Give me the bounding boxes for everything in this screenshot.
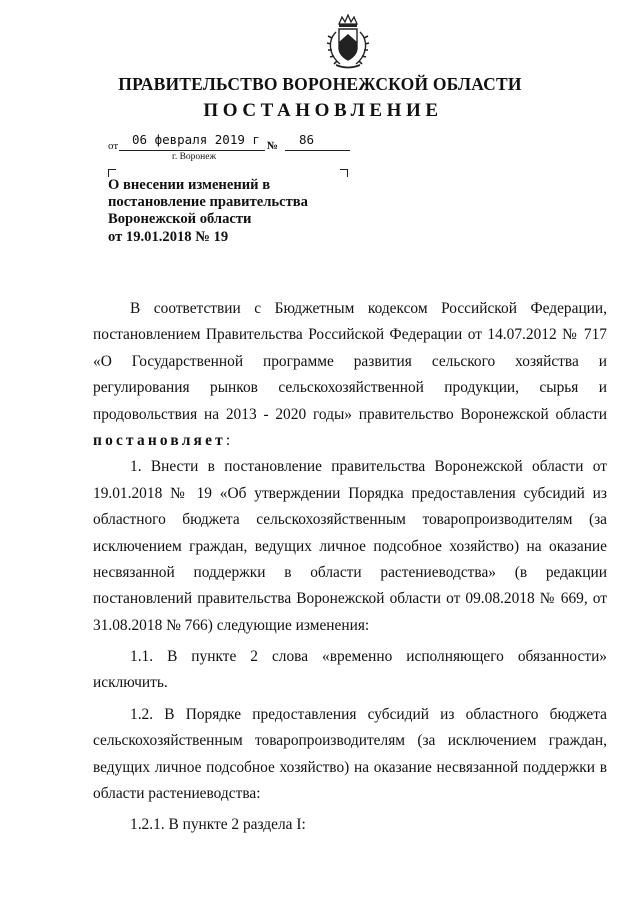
subject-line: от 19.01.2018 № 19 [108, 228, 229, 245]
decree-word: постановляет [93, 431, 226, 449]
body-line: постановлением Правительства Российской Федерации от 14.07.2012 № 717 [93, 326, 607, 344]
subject-corner-top-right [340, 169, 348, 177]
document-number: 86 [299, 132, 315, 147]
body-line: 31.08.2018 № 766) следующие изменения: [93, 616, 370, 634]
body-line: 1. Внести в постановление правительства Воронежской области от [130, 458, 607, 476]
date-underline [119, 150, 265, 151]
body-line: областного бюджета сельскохозяйственным товаропроизводителям (за [93, 511, 607, 529]
document-subject [108, 177, 348, 246]
body-line: области растениеводства: [93, 785, 261, 803]
body-line: постановлений правительства Воронежской области от 09.08.2018 № 669, от [93, 590, 607, 608]
body-line: сельскохозяйственным товаропроизводителям (за исключением граждан, [93, 732, 607, 750]
body-line: продовольствия на 2013 - 2020 годы» правительство Воронежской области [93, 405, 607, 423]
decree-colon: : [225, 431, 231, 449]
document-date: 06 февраля 2019 г [132, 132, 260, 147]
document-type-title: ПОСТАНОВЛЕНИЕ [203, 100, 443, 121]
body-line: В соответствии с Бюджетным кодексом Российской Федерации, [130, 300, 607, 317]
body-line: ведущих личное подсобное хозяйство) на оказание несвязанной поддержки в [93, 758, 607, 776]
decree-line [93, 428, 607, 454]
subject-corner-top-left [108, 169, 116, 177]
body-line: исключить. [93, 674, 168, 692]
body-line: исключением граждан, ведущих личное подсобное хозяйство) на оказание [93, 537, 607, 555]
government-name: ПРАВИТЕЛЬСТВО ВОРОНЕЖСКОЙ ОБЛАСТИ [118, 74, 522, 94]
document-body [93, 296, 607, 839]
date-number-line [0, 128, 640, 168]
voronezh-coat-of-arms-icon [322, 12, 374, 72]
body-line: 1.2. В Порядке предоставления субсидий из областного бюджета [130, 705, 607, 723]
body-line: несвязанной поддержки в области растениеводства» (в редакции [93, 563, 607, 581]
subject-line: О внесении изменений в [108, 177, 271, 193]
subject-line: Воронежской области [108, 211, 252, 228]
body-line: 1.1. В пункте 2 слова «временно исполняющего обязанности» [130, 648, 607, 666]
body-line: 19.01.2018 № 19 «Об утверждении Порядка предоставления субсидий из [93, 484, 607, 502]
body-line: «О Государственной программе развития сельского хозяйства и [93, 352, 607, 370]
date-prefix-label: от [108, 140, 119, 152]
subject-line: постановление правительства [108, 194, 308, 211]
city-name: г. Воронеж [172, 152, 217, 162]
number-underline [285, 150, 350, 151]
body-line: 1.2.1. В пункте 2 раздела I: [130, 816, 306, 834]
number-sign-label: № [267, 140, 279, 152]
body-line: регулирования рынков сельскохозяйственной продукции, сырья и [93, 379, 607, 397]
